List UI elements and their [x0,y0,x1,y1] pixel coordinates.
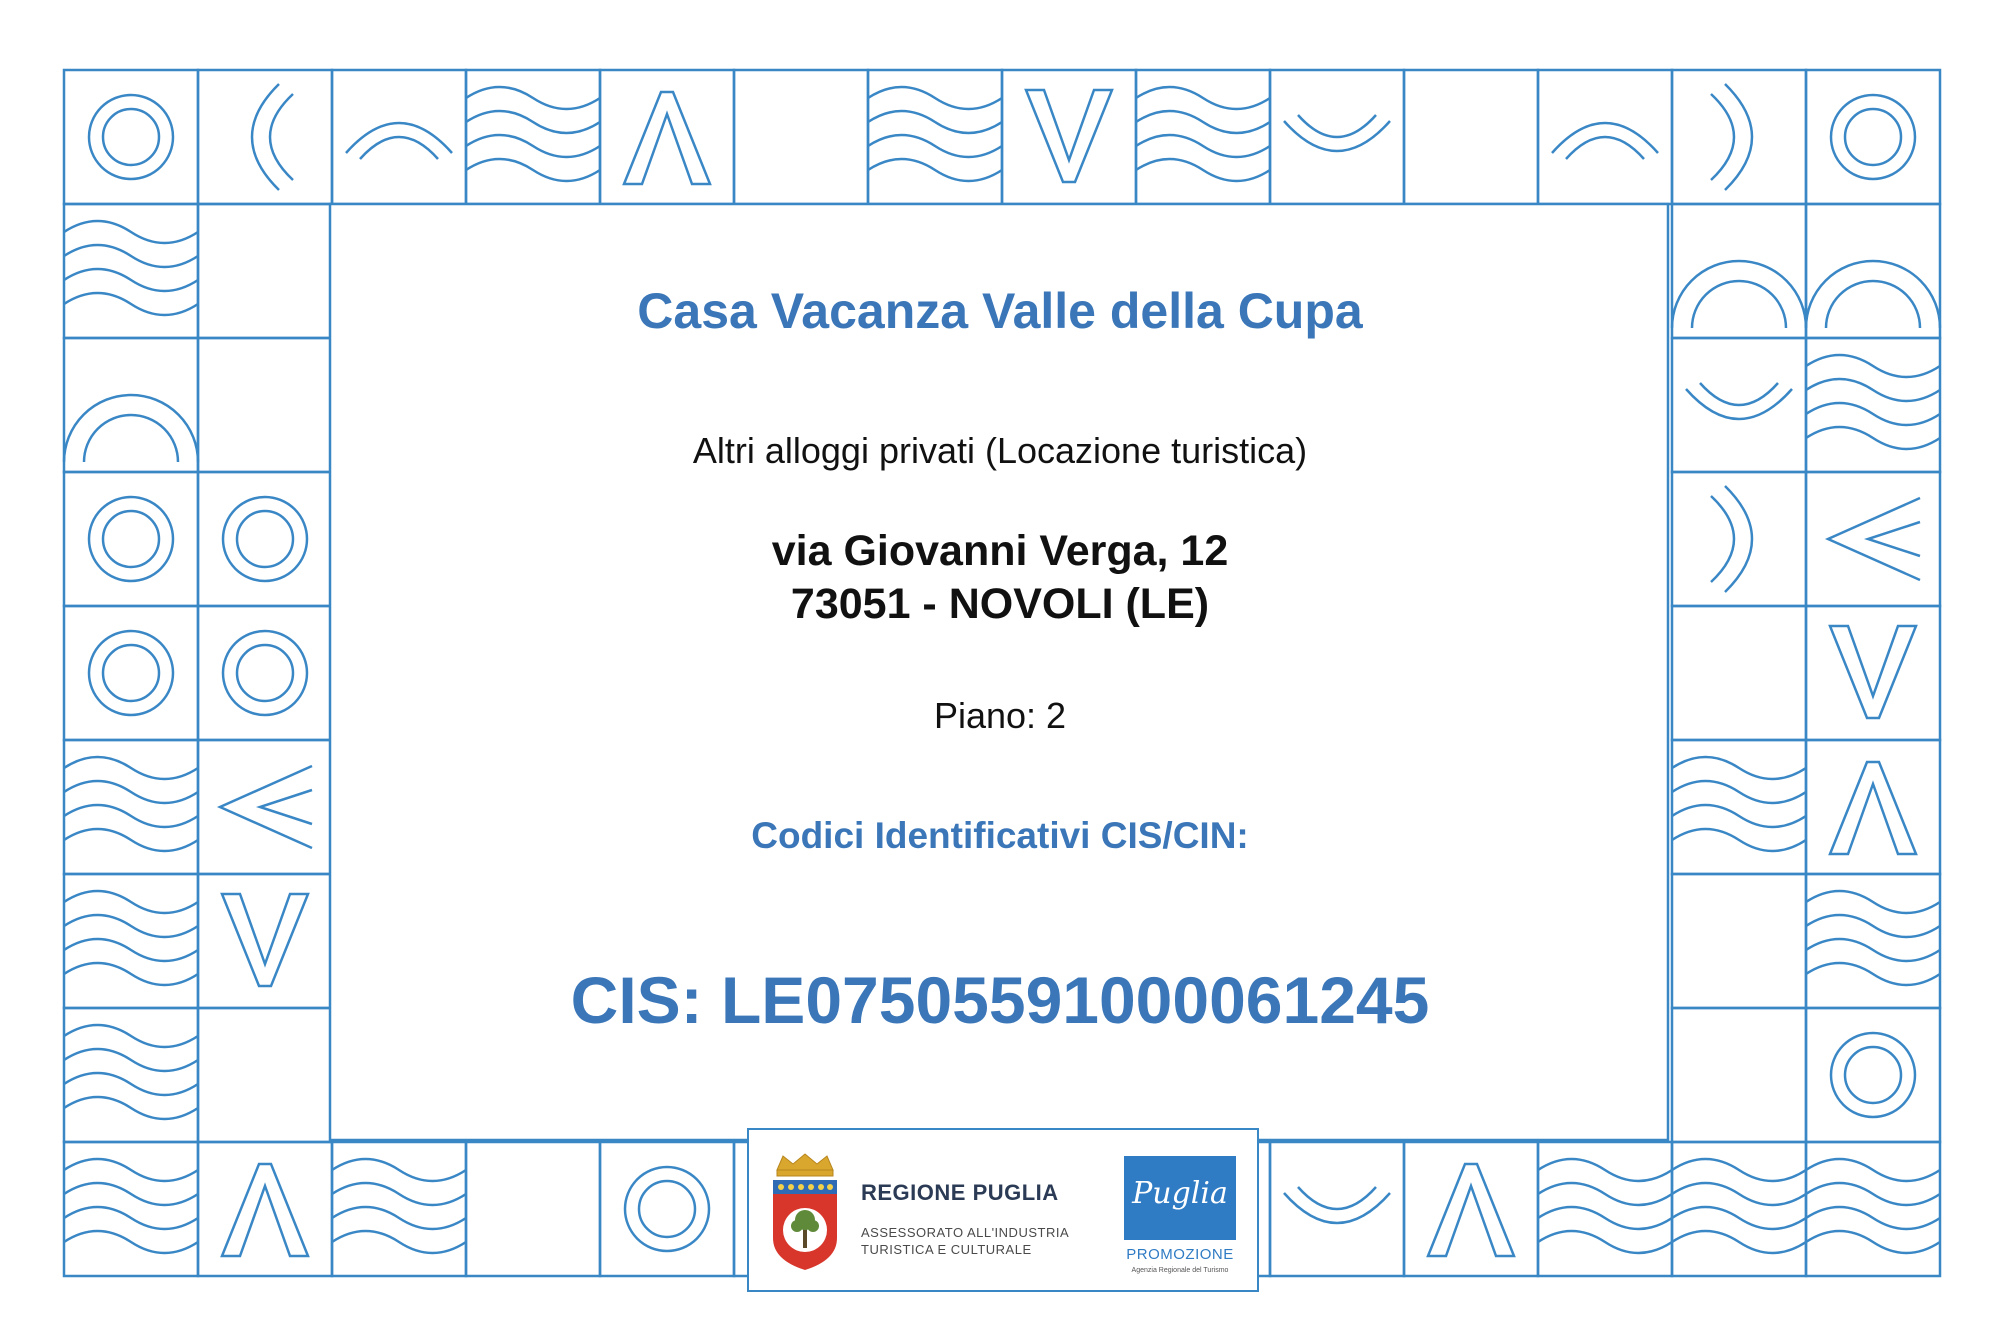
puglia-logo-script: Puglia [1132,1176,1228,1211]
floor-info: Piano: 2 [933,695,1067,736]
listing-title: Casa Vacanza Valle della Cupa [637,283,1363,339]
region-department-line1: ASSESSORATO ALL'INDUSTRIA [861,1225,1070,1240]
promozione-label: PROMOZIONE [1126,1246,1234,1263]
cis-code: CIS: LE07505591000061245 [570,963,1430,1037]
region-department-line2: TURISTICA E CULTURALE [861,1242,1032,1257]
address-street: via Giovanni Verga, 12 [771,527,1229,575]
promozione-subtitle: Agenzia Regionale del Turismo [1131,1267,1229,1274]
accommodation-category: Altri alloggi privati (Locazione turistica) [692,430,1308,471]
address-city: 73051 - NOVOLI (LE) [790,580,1210,628]
region-crest-icon [767,1152,843,1272]
codes-heading: Codici Identificativi CIS/CIN: [751,815,1249,856]
region-name: REGIONE PUGLIA [861,1180,1059,1205]
footer-logo-panel [747,1128,1259,1292]
